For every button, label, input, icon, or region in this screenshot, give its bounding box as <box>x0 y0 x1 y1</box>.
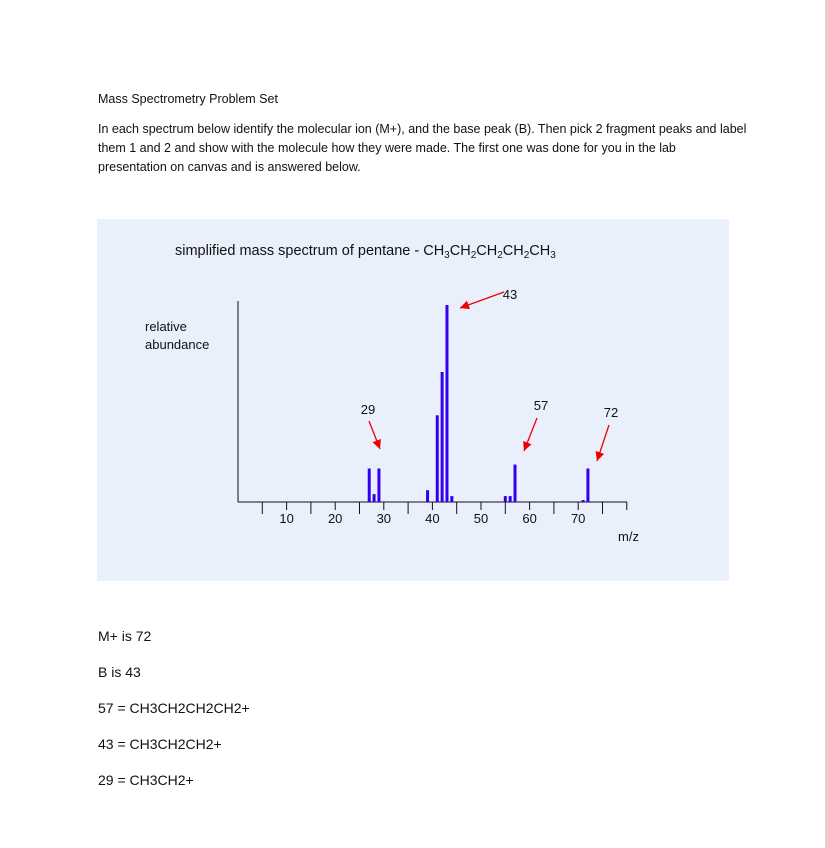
annotation-label-72: 72 <box>603 405 619 420</box>
answer-base-peak: B is 43 <box>98 664 141 680</box>
answer-fragment-57: 57 = CH3CH2CH2CH2+ <box>98 700 250 716</box>
x-tick-label: 70 <box>570 511 586 526</box>
peak-bar-41 <box>436 415 439 502</box>
answer-molecular-ion: M+ is 72 <box>98 628 152 644</box>
formula-subscript: 3 <box>550 250 556 261</box>
answer-fragment-29: 29 = CH3CH2+ <box>98 772 194 788</box>
annotation-arrow-head-72 <box>596 451 605 461</box>
x-tick-label: 10 <box>279 511 294 526</box>
peak-bar-43 <box>445 305 448 502</box>
y-axis-label <box>145 318 209 354</box>
annotation-label-29: 29 <box>360 402 376 417</box>
figure-title <box>175 243 556 261</box>
figure-title-prefix: simplified mass spectrum of pentane - <box>175 243 424 259</box>
instructions-paragraph: In each spectrum below identify the molecular ion (M+), and the base peak (B). Then pick 2 fragment peaks and label them 1 and 2 and show with the molecule how they were made. The first one was done for you in the lab presentation on canvas and is answered below. <box>98 122 747 174</box>
peak-bar-44 <box>450 496 453 502</box>
x-tick-label: 60 <box>522 511 537 526</box>
peak-bar-56 <box>509 496 512 502</box>
x-tick-label: 20 <box>327 511 343 526</box>
formula <box>423 243 556 259</box>
answer-fragment-43: 43 = CH3CH2CH2+ <box>98 736 222 752</box>
x-axis-label: m/z <box>618 529 639 544</box>
formula-atom: CH <box>502 243 524 259</box>
y-axis-label-line2: abundance <box>145 337 210 352</box>
peak-bar-27 <box>368 469 371 502</box>
formula-subscript: 2 <box>497 250 503 261</box>
formula-subscript: 2 <box>470 250 477 261</box>
x-tick-label: 50 <box>473 511 489 526</box>
x-tick-label: 40 <box>425 511 440 526</box>
formula-atom: CH <box>529 243 551 259</box>
peak-bar-72 <box>586 469 589 502</box>
x-tick-label: 30 <box>376 511 392 526</box>
peak-bar-39 <box>426 490 429 502</box>
peak-bar-28 <box>373 494 376 502</box>
mass-spectrum-figure <box>97 219 729 581</box>
formula-subscript: 3 <box>444 250 450 261</box>
answers-list <box>98 626 250 806</box>
formula-subscript: 2 <box>523 250 530 261</box>
formula-atom: CH <box>476 243 498 259</box>
spectrum-plot <box>97 219 729 581</box>
formula-atom: CH <box>449 243 471 259</box>
peak-bar-29 <box>377 469 380 502</box>
annotation-label-43: 43 <box>502 287 518 302</box>
document-title: Mass Spectrometry Problem Set <box>98 92 278 106</box>
formula-atom: CH <box>423 243 445 259</box>
peak-bar-42 <box>441 372 444 502</box>
peak-bar-55 <box>504 496 507 502</box>
annotation-label-57: 57 <box>533 398 549 413</box>
peak-bar-57 <box>514 465 517 502</box>
y-axis-label-line1: relative <box>145 319 187 334</box>
peak-bar-71 <box>582 500 585 502</box>
